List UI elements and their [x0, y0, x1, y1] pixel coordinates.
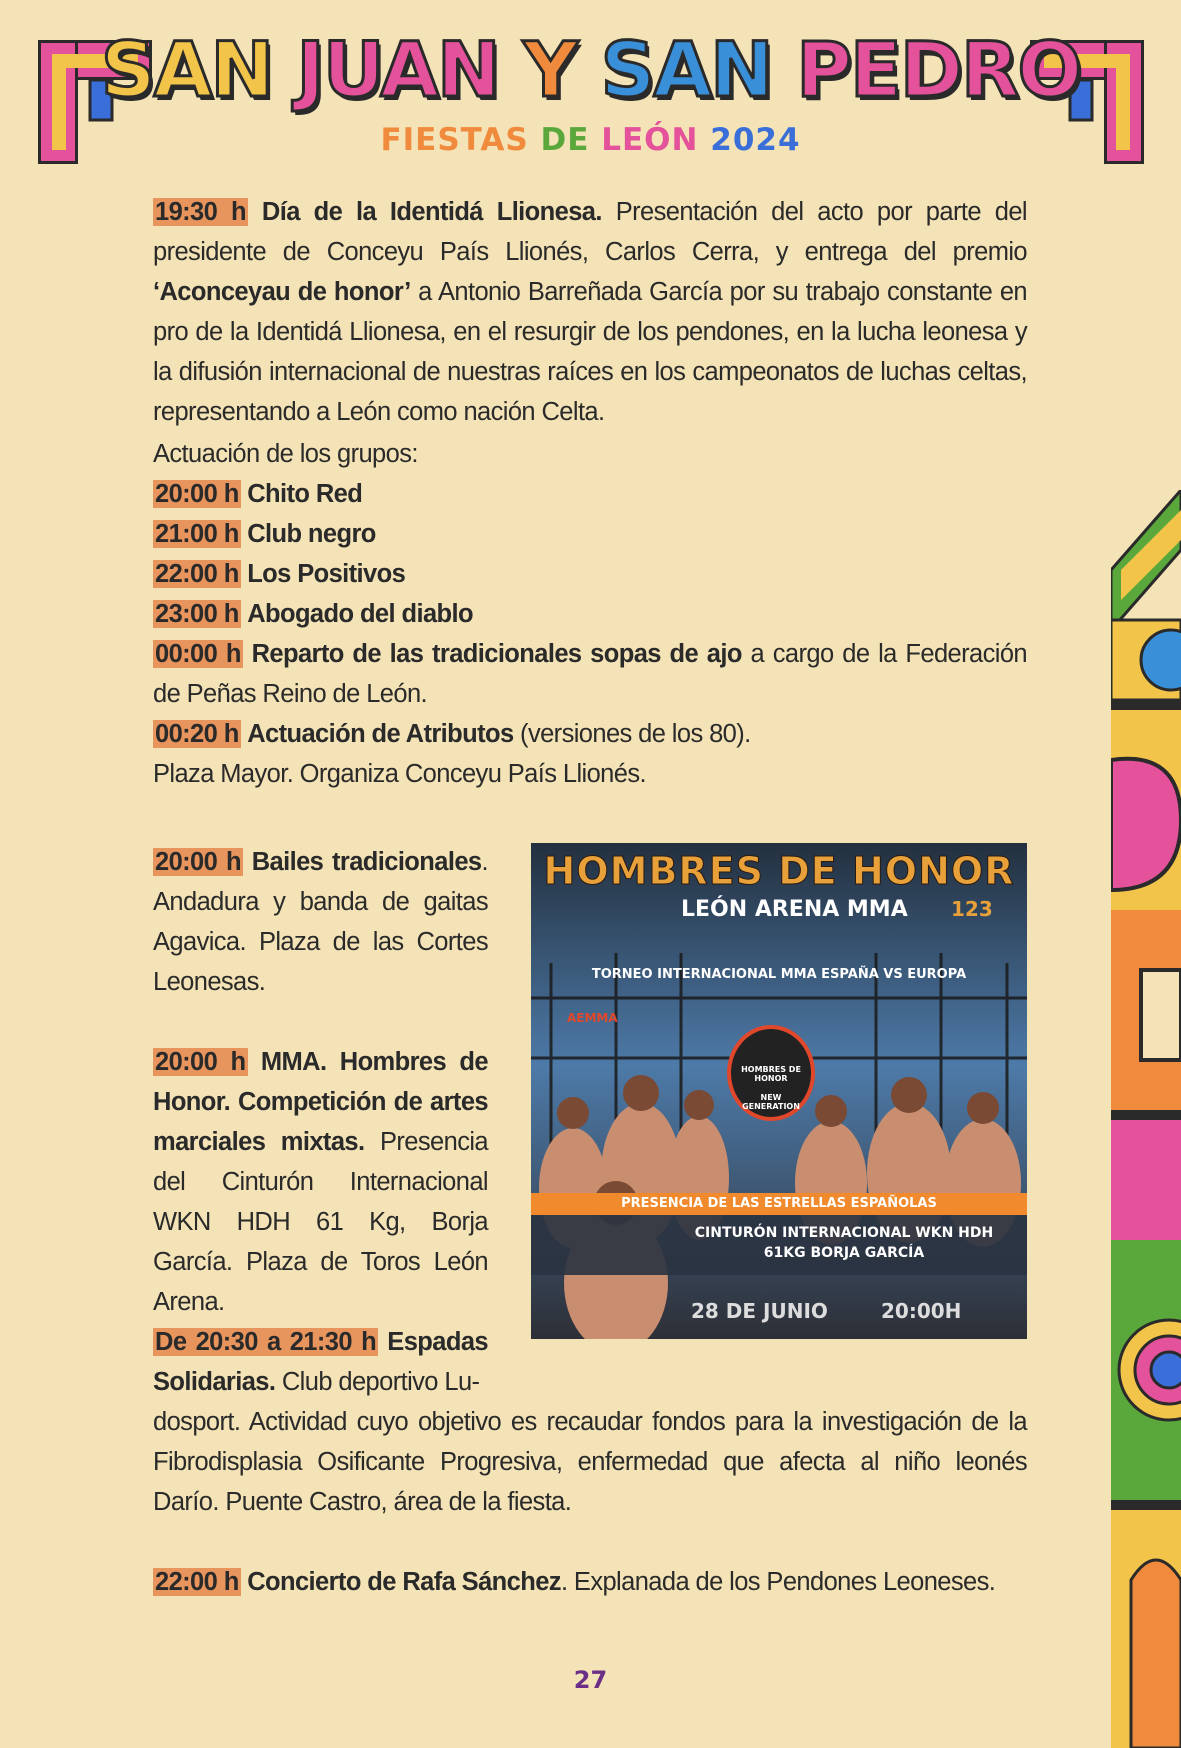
festival-title [0, 25, 1181, 114]
event-title: Espadas Solidarias. [153, 1328, 488, 1396]
mma-event-poster [531, 843, 1027, 1339]
poster-tournament: TORNEO INTERNACIONAL MMA ESPAÑA VS EUROPA [591, 967, 967, 982]
event-title: Reparto de las tradicionales sopas de ajo [251, 640, 742, 668]
subtitle-word-2: DE [540, 122, 590, 158]
title-word-5: PEDRO [796, 25, 1081, 114]
concierto-paragraph [153, 1562, 1027, 1602]
espadas-paragraph-start [153, 1322, 488, 1402]
venue-note: Plaza Mayor. Organiza Conceyu País Llionés. [153, 760, 646, 788]
page-number: 27 [573, 1666, 608, 1694]
event-title: Día de la Identidá Llionesa. [261, 198, 602, 226]
espadas-paragraph-end [153, 1402, 1027, 1522]
event-text: a Antonio Barreñada García por su trabajo constante en pro de la Identidá Llionesa, en el resurgir de los pendones, en la lucha leonesa y la difusión internacional de nuestras raíces en los campeonatos de luchas celtas, representando a León como nación Celta. [153, 278, 1027, 426]
poster-banner: PRESENCIA DE LAS ESTRELLAS ESPAÑOLAS [621, 1196, 937, 1211]
award-name: ‘Aconceyau de honor’ [153, 278, 411, 306]
poster-belt-line1: CINTURÓN INTERNACIONAL WKN HDH [694, 1225, 994, 1241]
event-text: (versiones de los 80). [513, 720, 751, 748]
poster-date: 28 DE JUNIO [691, 1299, 828, 1323]
time-badge: 00:20 h [155, 720, 239, 748]
time-badge: 19:30 h [155, 198, 247, 226]
time-badge: 20:00 h [155, 848, 241, 876]
title-word-4: SAN [600, 25, 772, 114]
poster-badge-sub: NEW GENERATION [742, 1093, 800, 1111]
group-name: Los Positivos [247, 560, 406, 588]
title-word-2: JUAN [296, 25, 499, 114]
time-badge: 20:00 h [155, 1048, 246, 1076]
event-title: Actuación de Atributos [247, 720, 514, 748]
poster-badge-text: HOMBRES DE HONOR [741, 1065, 801, 1083]
time-badge: 22:00 h [155, 1568, 239, 1596]
festival-subtitle [0, 122, 1181, 158]
event-text: Presentación del acto por parte del presidente de Conceyu País Llionés, Carlos Cerra, y entrega del premio [153, 198, 1027, 266]
list-item [153, 474, 1027, 514]
poster-title: HOMBRES DE HONOR [543, 849, 1015, 893]
list-item [153, 514, 1027, 554]
identida-paragraph [153, 192, 1027, 432]
subtitle-word-3: LEÓN [601, 122, 699, 158]
event-text: a cargo de la Federación de Peñas Reino de León. [153, 640, 1027, 708]
time-badge: 21:00 h [155, 520, 239, 548]
event-title: Bailes tradicionales [251, 848, 482, 876]
event-text: . Explanada de los Pendones Leoneses. [560, 1568, 996, 1596]
group-name: Abogado del diablo [247, 600, 473, 628]
event-text: Club deportivo Lu- [275, 1368, 480, 1396]
title-word-3: Y [523, 25, 577, 114]
poster-belt-line2: 61KG BORJA GARCÍA [763, 1245, 925, 1261]
subtitle-word-1: FIESTAS [380, 122, 529, 158]
list-item [153, 554, 1027, 594]
list-item [153, 634, 1027, 714]
poster-time: 20:00H [881, 1299, 962, 1323]
groups-section [153, 434, 1027, 794]
time-badge: De 20:30 a 21:30 h [155, 1328, 377, 1356]
group-name: Club negro [247, 520, 376, 548]
poster-subtitle: LEÓN ARENA MMA [681, 897, 908, 922]
groups-intro: Actuación de los grupos: [153, 440, 418, 468]
time-badge: 22:00 h [155, 560, 239, 588]
event-title: MMA. Hombres de Honor. Competición de artes marciales mixtas. [153, 1048, 488, 1156]
poster-number: 123 [951, 897, 993, 921]
side-decorative-strip [1111, 490, 1181, 1748]
group-name: Chito Red [247, 480, 363, 508]
poster-org: AEMMA [567, 1011, 618, 1025]
event-text: Presencia del Cinturón Internacional WKN HDH 61 Kg, Borja García. Plaza de Toros León Arena. [153, 1128, 488, 1316]
event-title: Concierto de Rafa Sánchez [247, 1568, 561, 1596]
list-item [153, 594, 1027, 634]
list-item [153, 714, 1027, 754]
time-badge: 20:00 h [155, 480, 239, 508]
title-word-1: SAN [100, 25, 273, 114]
mma-paragraph [153, 1042, 488, 1322]
bailes-paragraph [153, 842, 488, 1002]
time-badge: 00:00 h [155, 640, 241, 668]
event-text: dosport. Actividad cuyo objetivo es recaudar fondos para la investigación de la Fibrodisplasia Osificante Progresiva, enfermedad que afecta al niño leonés Darío. Puente Castro, área de la fiesta. [153, 1408, 1027, 1516]
subtitle-word-4: 2024 [710, 122, 801, 158]
event-text: . Andadura y banda de gaitas Agavica. Plaza de las Cortes Leonesas. [153, 848, 488, 996]
time-badge: 23:00 h [155, 600, 239, 628]
